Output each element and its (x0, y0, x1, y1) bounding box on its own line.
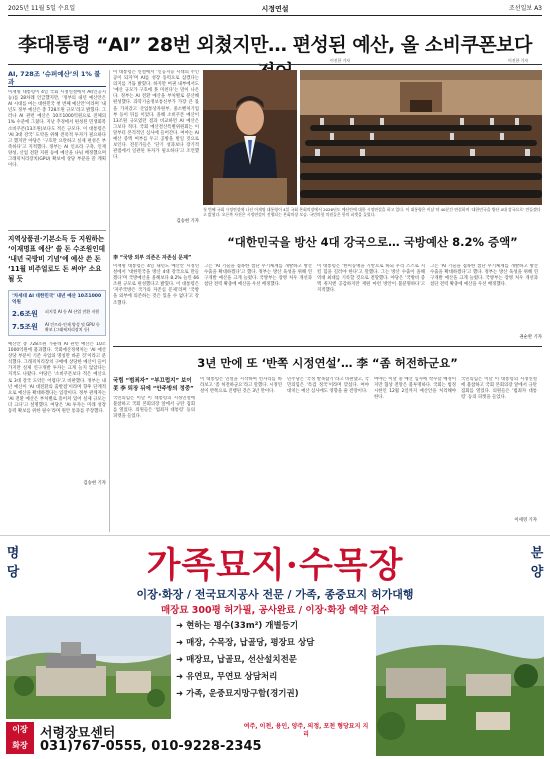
headline-rule (8, 64, 542, 65)
defense-col-3: 이 대통령은 ‘한미동맹을 기반으로 하되 우리 스스로 지킬 힘을 길러야 한다’고 말했다. 그는 방산 수출이 올해 역대 최대를 기록할 것으로 전망했다. 야당은 ‘국방비 증액 취지엔 공감하지만 재원 마련 방안이 불분명하다’고 지적했다. (317, 264, 425, 294)
ad-badge-text: 화장 (12, 741, 28, 750)
ad-feature-list (176, 618, 372, 718)
speech-col-5-wrap (461, 377, 537, 527)
ad-feature: ➜ 매장, 수목장, 납골당, 평장묘 상담 (176, 638, 315, 648)
defense-section (113, 254, 542, 339)
ad-feature: ➜ 매장묘, 납골묘, 선산설치전문 (176, 655, 298, 665)
ad-address: 여주, 이천, 용인, 양주, 의정, 포천 형당묘지 지리 (243, 723, 369, 738)
mid-column (113, 70, 199, 225)
box-row (12, 309, 102, 319)
ad-feature-text: 가족, 운중묘지망구함(경기권) (186, 689, 299, 699)
ad-feature: ➜ 유연묘, 무연묘 상담처리 (176, 672, 278, 682)
cemetery-advertisement (0, 535, 550, 759)
ad-feature-text: 유연묘, 무연묘 상담처리 (186, 672, 278, 682)
header-date: 2025년 11월 5일 수요일 (8, 5, 76, 12)
speech-subhead: 국힘 “범죄자” “부끄럽지” 보이콧 李 퇴장 뒤에 “안주방의 정중” (113, 378, 194, 392)
defense-col-4: 그는 ‘AI 기술을 접목한 첨단 무기체계를 개발하고 방산 수출을 확대하겠다’고 했다. 정부는 방산 육성을 위해 연구개발 예산을 크게 늘렸다. 국방부는 장병 처우 개선과 첨단 전력 확충에 예산을 우선 배정했다. (430, 264, 538, 288)
ad-phone: 031)767-0555, 010-9228-2345 (40, 739, 262, 754)
ad-side-right (530, 542, 544, 580)
box-desc: 피지컬 AI 등 AI 산업 전환 지원 (45, 309, 100, 314)
photo-assembly-hall (300, 70, 542, 205)
ad-feature-text: 매장, 수목장, 납골당, 평장묘 상담 (186, 638, 315, 648)
defense-headline: “대한민국을 방산 4대 강국으로… 국방예산 8.2% 증액” (227, 235, 518, 249)
header-page: 조선일보 A3 (508, 5, 542, 12)
ad-feature-text: 매장묘, 납골묘, 선산설치전문 (186, 655, 298, 665)
ad-badge (6, 722, 34, 754)
ad-photo-graves (6, 616, 171, 719)
speech-col-5: 국민의힘은 이날 이 대통령의 시정연설에 불참하고 국회 본회의장 앞에서 규탄 집회를 열었다. 의원들은 ‘범죄자 대통령’ 등의 피켓을 들었다. (461, 377, 537, 401)
box-value: 7.5조원 (12, 323, 38, 331)
ad-feature-text: 현하는 평수(33m²) 개별등기 (186, 621, 299, 631)
ad-feature: ➜ 현하는 평수(33m²) 개별등기 (176, 621, 299, 631)
photo-caption: 첫 번째 국회 시정연설에 나선 이재명 대통령이 4일 국회 본회의장에서 2026년도 예산안에 대한 시정연설을 하고 있다. 이 대통령은 이날 약 40분간 연설하며 ‘대한민국을 방산 4대 강국으로’ 만들겠다고 밝혔다. 오른쪽 사진은 시정연설이 진행되는 본회의장 모습. 국민의힘 의원들은 항의 피켓을 들었다. (203, 207, 541, 217)
defense-columns (113, 264, 542, 334)
speech-col-1-wrap (113, 377, 195, 527)
mid-body: 이 대통령은 연설에서 ‘인공지능 시대의 주인공이 되자’며 AI를 성장 동력으로 삼겠다는 의지를 거듭 밝혔다. 하지만 여권 내부에서도 ‘예산 규모가 구호에 못 미친다’는 말이 나온다. 정부는 AI 전환 예산을 부처별로 분산해 편성했다. 과학기술정보통신부가 가장 큰 몫을 가져갔고 산업통상자원부, 중소벤처기업부 등이 뒤를 이었다. 올해 소비쿠폰 예산이 13조원 규모였던 점과 비교하면 AI 예산은 그보다 적다. 국회 예산결산특별위원회는 이달부터 본격적인 심사에 들어간다. 여야는 AI 예산 증액 여부를 두고 공방을 벌일 것으로 보인다. 전문가들은 ‘단기 성과보다 장기적 관점에서 일관된 투자가 필요하다’고 조언했다. (113, 70, 199, 161)
defense-byline: 권순완 기자 (519, 335, 542, 340)
photo-credit-1: 이진한 기자 (330, 58, 351, 63)
box-value: 2.6조원 (12, 310, 38, 318)
ad-badge-text: 이장 (12, 725, 28, 734)
ad-side-char: 명 (6, 546, 20, 561)
main-headline: 李대통령 “AI” 28번 외쳤지만… 편성된 예산, 올 소비쿠폰보다 (18, 34, 532, 56)
page-header (8, 3, 542, 16)
pull-quote-block (8, 230, 106, 284)
ad-side-char: 양 (530, 565, 544, 580)
speech-col-4: 여야는 이달 중 예산 심사에 착수할 예정이지만 협상 전망은 불투명하다. 국회는 법정 시한인 12월 2일까지 예산안을 처리해야 한다. (374, 377, 456, 401)
left-subhead: AI, 728조 ‘슈퍼예산’의 1% 불과 (8, 70, 106, 87)
ad-side-char: 분 (530, 546, 544, 561)
box-desc: AI 인프라·인재 양성 및 GPU 등 확보 (그래픽처리장치 등) (45, 322, 100, 332)
speech-col-2: 이 대통령은 연설을 시작하며 빈자리를 바라보고 ‘좀 허전하군요’라고 말했다. 시정연설이 반쪽으로 진행된 것은 3년 만이다. (200, 377, 282, 395)
ad-line1: 이장·화장 / 전국묘지공사 전문 / 가족, 종중묘지 허가대행 (136, 588, 414, 601)
left-column (8, 70, 106, 532)
ad-photo-garden (376, 616, 544, 756)
left-body-2: 예산안 총 728조원 가운데 AI 관련 예산은 10조1000억원에 불과했다. 국회예산정책처는 ‘AI 예산 상당 부분이 기존 사업의 명칭만 바꾼 것’이라고 분석했다. 그래픽처리장치 구매에 상당한 예산이 들어가지만 실제 연구개발 투자는 크게 늘지 않았다는 지적도 나왔다. 야당은 ‘소비쿠폰보다 적은 예산으로 3대 강국 도약은 어렵다’고 비판했다. 정부는 내년 예산이 ‘AI 대전환의 출발점’이라며 향후 단계적으로 예산을 확대하겠다는 입장이다. 정부 관계자는 ‘AI 전환 예산은 부처별로 흩어져 있어 실제 규모는 더 크다’고 설명했다. 여당은 ‘AI 투자는 미래 성장 동력 확보를 위한 필수’라며 원안 통과를 주장했다. (8, 342, 106, 415)
column-divider (109, 70, 110, 532)
section-rule (113, 346, 542, 347)
photo-president-podium (203, 70, 297, 205)
photo-credit-2: 이진한 기자 (508, 58, 529, 63)
speech-headline: 3년 만에 또 ‘반쪽 시정연설’… 李 “좀 허전하군요” (197, 356, 458, 370)
ai-budget-box (8, 290, 106, 336)
speech-col-1: 국민의힘은 이날 이 대통령의 시정연설에 불참하고 국회 본회의장 앞에서 규탄 집회를 열었다. 의원들은 ‘범죄자 대통령’ 등의 피켓을 들었다. (113, 396, 195, 420)
speech-section (113, 377, 542, 527)
defense-subhead: 李 “국방 외부 의존은 자존심 문제” (113, 255, 192, 261)
mid-byline: 김승현 기자 (176, 219, 199, 224)
left-body-1: 이재명 대통령이 4일 국회 시정연설에서 AI(인공지능)를 28차례 언급했지만, ‘정부의 내년 예산안은 AI 시대를 여는 대한민국 첫 번째 예산안’이라며 ‘내년도 정부 예산은 총 728조원 규모’라고 밝혔다. 그러나 AI 관련 예산은 10조1000억원으로 전체의 1% 수준에 그쳤다. 지난 추경에서 편성된 민생회복 소비쿠폰(13조원)보다도 적은 규모다. 이 대통령은 ‘AI 3대 강국’ 도약을 위해 전폭적 투자가 필요하다고 했지만 야당은 ‘구호만 요란하고 실제 편성은 부족하다’고 지적했다. 정부는 AI 인프라 구축, 인재 양성, 산업 전환 지원 등에 예산을 나눠 배정했으며 그래픽처리장치(GPU) 확보에 상당 부분을 쓸 계획이다. (8, 90, 106, 169)
ad-side-left (6, 542, 20, 580)
pull-quote-line: ‘이재명표 예산’ 쓸 돈 수조원인데 (8, 245, 105, 253)
ad-title: 가족묘지·수목장 (146, 545, 404, 586)
ad-side-char: 당 (6, 565, 20, 580)
speech-columns (113, 377, 542, 527)
defense-col-1: 이재명 대통령은 4일 내년도 예산안 시정연설에서 ‘대한민국을 방산 4대 강국으로 만들겠다’며 국방예산을 올해보다 8.2% 늘린 66조원 규모로 편성했다고 밝혔다. 이 대통령은 ‘자주국방은 국가의 자존심 문제’라며 ‘국방을 외부에 의존하는 것은 있을 수 없다’고 강조했다. (113, 264, 199, 306)
pull-quote-line: 지역상품권·기본소득 등 지원하는 (8, 235, 105, 243)
ad-line2: 매장묘 300평 허가필, 공사완료 / 이장·화장 예약 접수 (160, 605, 390, 616)
box-row (12, 322, 102, 332)
ad-company: 서령장묘센터 (40, 726, 116, 741)
box-title: ‘차세대 AI 대한민국’ 내년 예산 10조1000억원 (12, 294, 102, 305)
pull-quote-line: ‘11월 비주얼로도 돈 써야’ 소요될 듯 (8, 265, 102, 283)
speech-byline: 이세영 기자 (514, 518, 537, 523)
ad-feature: ➜ 가족, 운중묘지망구함(경기권) (176, 689, 299, 699)
speech-col-3: 민주당은 ‘국정 발목잡기’라고 비판했고, 국민의힘은 ‘특검 정국’이라며 맞섰다. 여야 대치는 예산 심사에도 영향을 줄 전망이다. (287, 377, 369, 395)
ad-contact (6, 722, 371, 756)
left-byline: 김승현 기자 (83, 481, 106, 486)
pull-quote-line: ‘내년 국방비 기념’에 예산 쓴 돈 (8, 255, 101, 263)
section-title: 시정연설 (261, 5, 289, 13)
defense-col-2: 그는 ‘AI 기술을 접목한 첨단 무기체계를 개발하고 방산 수출을 확대하겠다’고 했다. 정부는 방산 육성을 위해 연구개발 예산을 크게 늘렸다. 국방부는 장병 처우 개선과 첨단 전력 확충에 예산을 우선 배정했다. (204, 264, 312, 288)
